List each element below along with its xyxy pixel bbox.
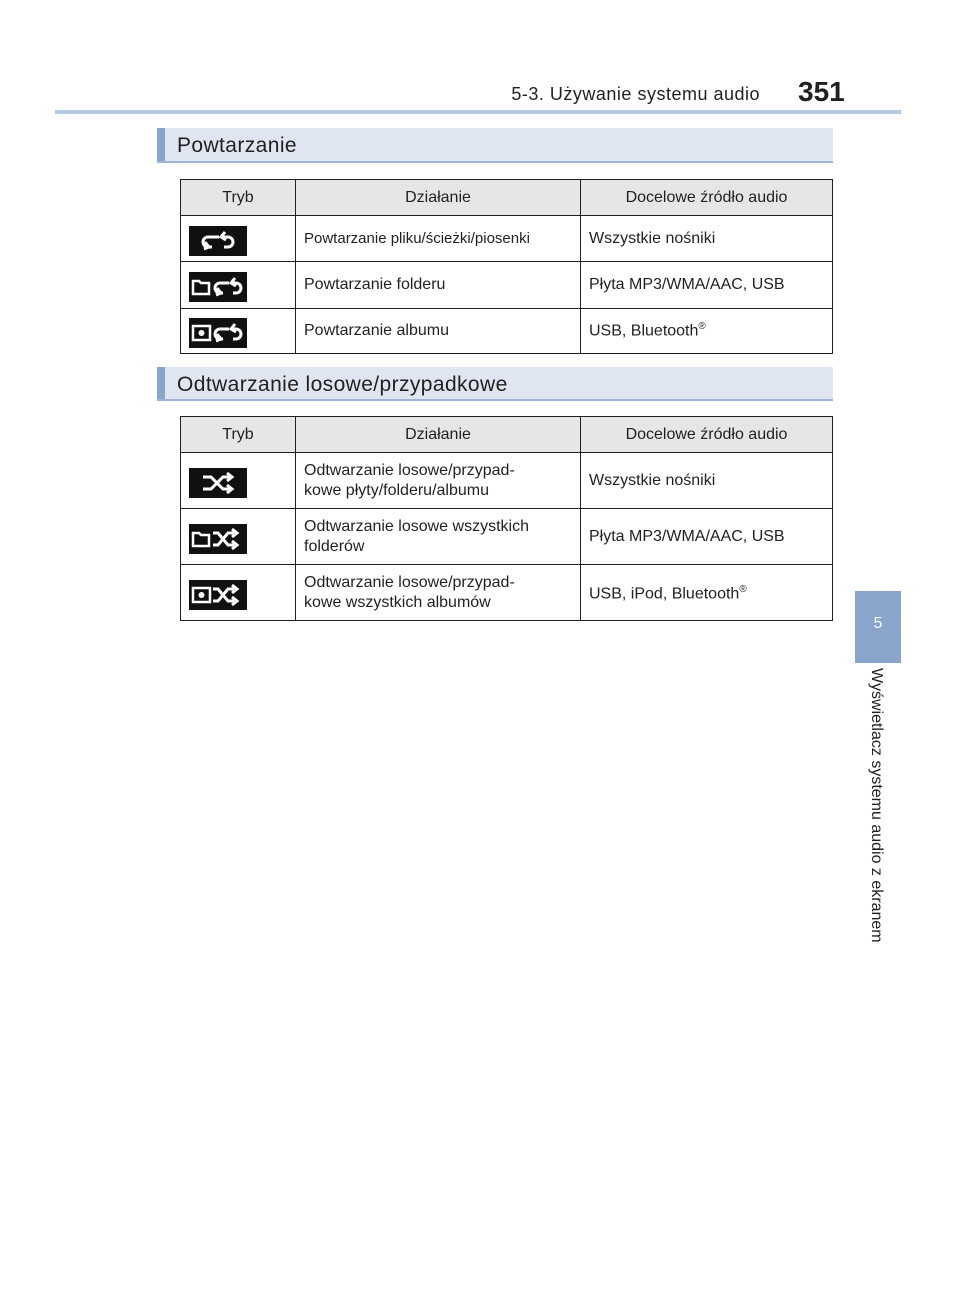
- table-row: [181, 262, 833, 309]
- table-row: [181, 309, 833, 354]
- mode-cell: [181, 453, 296, 509]
- column-header-source: Docelowe źródło audio: [581, 180, 833, 216]
- column-header-source: Docelowe źródło audio: [581, 417, 833, 453]
- table-row: [181, 509, 833, 565]
- chapter-number: 5: [873, 615, 883, 632]
- chapter-title: Wyświetlacz systemu audio z ekranem: [868, 668, 885, 943]
- source-cell: Wszystkie nośniki: [581, 216, 833, 262]
- folder-repeat-icon: [189, 272, 247, 302]
- folder-shuffle-icon: [189, 524, 247, 554]
- page-number: 351: [798, 76, 845, 107]
- column-header-mode: Tryb: [181, 417, 296, 453]
- section-title: Powtarzanie: [177, 134, 297, 157]
- action-cell: Odtwarzanie losowe/przypad- kowe wszystkich albumów: [296, 565, 581, 621]
- section-heading-shuffle: [157, 367, 833, 401]
- source-cell: Wszystkie nośniki: [581, 453, 833, 509]
- chapter-label: [858, 668, 888, 994]
- column-header-action: Działanie: [296, 180, 581, 216]
- mode-cell: [181, 216, 296, 262]
- mode-cell: [181, 309, 296, 354]
- section-heading-repeat: [157, 128, 833, 162]
- page-header: [0, 0, 960, 112]
- section-underline: [157, 399, 833, 401]
- table-row: [181, 565, 833, 621]
- action-cell: Odtwarzanie losowe wszystkich folderów: [296, 509, 581, 565]
- column-header-mode: Tryb: [181, 180, 296, 216]
- mode-cell: [181, 509, 296, 565]
- action-cell: Odtwarzanie losowe/przypad- kowe płyty/folderu/albumu: [296, 453, 581, 509]
- action-cell: Powtarzanie pliku/ścieżki/piosenki: [296, 216, 581, 262]
- repeat-table: [180, 179, 833, 354]
- registered-mark: ®: [698, 321, 706, 333]
- registered-mark: ®: [739, 584, 747, 596]
- disc-repeat-icon: [189, 318, 247, 348]
- section-underline: [157, 161, 833, 163]
- chapter-tab: [855, 591, 901, 663]
- header-title: 5-3. Używanie systemu audio: [511, 84, 760, 104]
- source-cell: USB, iPod, Bluetooth®: [581, 565, 833, 621]
- column-header-action: Działanie: [296, 417, 581, 453]
- shuffle-icon: [189, 468, 247, 498]
- table-row: [181, 453, 833, 509]
- source-cell: Płyta MP3/WMA/AAC, USB: [581, 262, 833, 309]
- section-title: Odtwarzanie losowe/przypadkowe: [177, 373, 508, 396]
- source-cell: USB, Bluetooth®: [581, 309, 833, 354]
- table-row: [181, 216, 833, 262]
- action-cell: Powtarzanie folderu: [296, 262, 581, 309]
- source-cell: Płyta MP3/WMA/AAC, USB: [581, 509, 833, 565]
- action-cell: Powtarzanie albumu: [296, 309, 581, 354]
- mode-cell: [181, 262, 296, 309]
- mode-cell: [181, 565, 296, 621]
- header-divider: [55, 110, 901, 114]
- repeat-icon: [189, 226, 247, 256]
- shuffle-table: [180, 416, 833, 621]
- disc-shuffle-icon: [189, 580, 247, 610]
